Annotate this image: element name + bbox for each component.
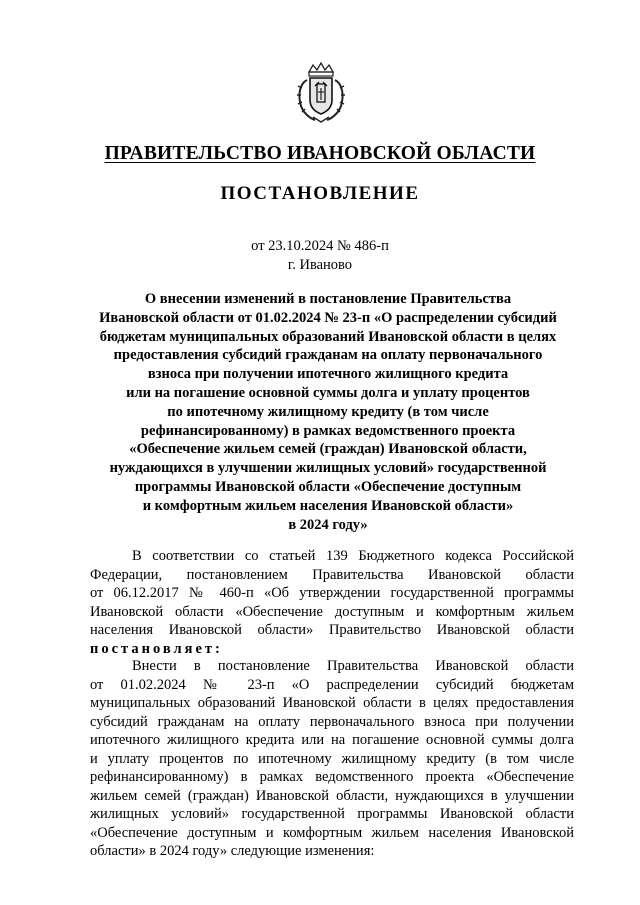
clause-line: рефинансированному) в рамках ведомственного проекта «Обеспечение bbox=[90, 769, 574, 785]
subject-line: взноса при получении ипотечного жилищного кредита bbox=[147, 366, 509, 383]
subject-line: бюджетам муниципальных образований Ивановской области в целях bbox=[99, 328, 557, 345]
clause-line: области» в 2024 году» следующие изменения: bbox=[90, 843, 375, 859]
subject-line: Ивановской области от 01.02.2024 № 23-п «О распределении субсидий bbox=[99, 309, 557, 326]
clause-line: «Обеспечение доступным и комфортным жильем населения Ивановской bbox=[90, 824, 574, 841]
subject-line: по ипотечному жилищному кредиту (в том числе bbox=[167, 403, 489, 420]
clause-line: субсидий гражданам на оплату первоначального взноса при получении bbox=[90, 713, 574, 730]
decree-word-line bbox=[90, 640, 574, 659]
coat-of-arms-icon bbox=[295, 62, 347, 124]
decree-word: постановляет: bbox=[90, 640, 223, 657]
subject-line: О внесении изменений в постановление Правительства bbox=[144, 291, 512, 307]
clause-line: муниципальных образований Ивановской области в целях предоставления bbox=[90, 695, 574, 711]
clause-line: жильем семей (граждан) Ивановской области, нуждающихся в улучшении bbox=[90, 787, 574, 804]
document-type: ПОСТАНОВЛЕНИЕ bbox=[220, 183, 420, 204]
subject-line: программы Ивановской области «Обеспечение доступным bbox=[134, 478, 522, 495]
preamble-line: Ивановской области «Обеспечение доступным и комфортным жильем bbox=[90, 603, 574, 620]
document-city: г. Иваново bbox=[287, 257, 353, 273]
subject-line: рефинансированному) в рамках ведомственного проекта bbox=[140, 422, 516, 439]
clause-line: ипотечного жилищного кредита или на погашение основной суммы долга bbox=[90, 732, 574, 748]
preamble-line: В соответствии со статьей 139 Бюджетного кодекса Российской bbox=[132, 548, 574, 564]
preamble-paragraph bbox=[90, 547, 574, 658]
government-title: ПРАВИТЕЛЬСТВО ИВАНОВСКОЙ ОБЛАСТИ bbox=[104, 143, 536, 164]
subject-line: «Обеспечение жильем семей (граждан) Ивановской области, bbox=[129, 441, 527, 458]
preamble-line: населения Ивановской области» Правительство Ивановской области bbox=[90, 622, 574, 638]
document-subject bbox=[86, 290, 570, 534]
clause-line: от 01.02.2024 № 23-п «О распределении субсидий бюджетам bbox=[90, 676, 574, 693]
subject-line: предоставления субсидий гражданам на оплату первоначального bbox=[113, 347, 543, 364]
clause-line: Внести в постановление Правительства Ивановской области bbox=[132, 658, 574, 674]
clause-paragraph bbox=[90, 657, 574, 861]
subject-line: в 2024 году» bbox=[288, 516, 368, 533]
subject-line: и комфортным жильем населения Ивановской области» bbox=[142, 497, 514, 514]
document-date-number: от 23.10.2024 № 486-п bbox=[251, 238, 389, 254]
clause-line: и уплату процентов по ипотечному жилищному кредиту (в том числе bbox=[90, 750, 574, 767]
preamble-line: Федерации, постановлением Правительства Ивановской области bbox=[90, 566, 574, 583]
preamble-line: от 06.12.2017 № 460-п «Об утверждении государственной программы bbox=[90, 585, 574, 601]
subject-line: или на погашение основной суммы долга и уплату процентов bbox=[126, 384, 530, 401]
clause-line: жилищных условий» государственной программы Ивановской области bbox=[90, 806, 574, 822]
subject-line: нуждающихся в улучшении жилищных условий» государственной bbox=[109, 460, 547, 477]
